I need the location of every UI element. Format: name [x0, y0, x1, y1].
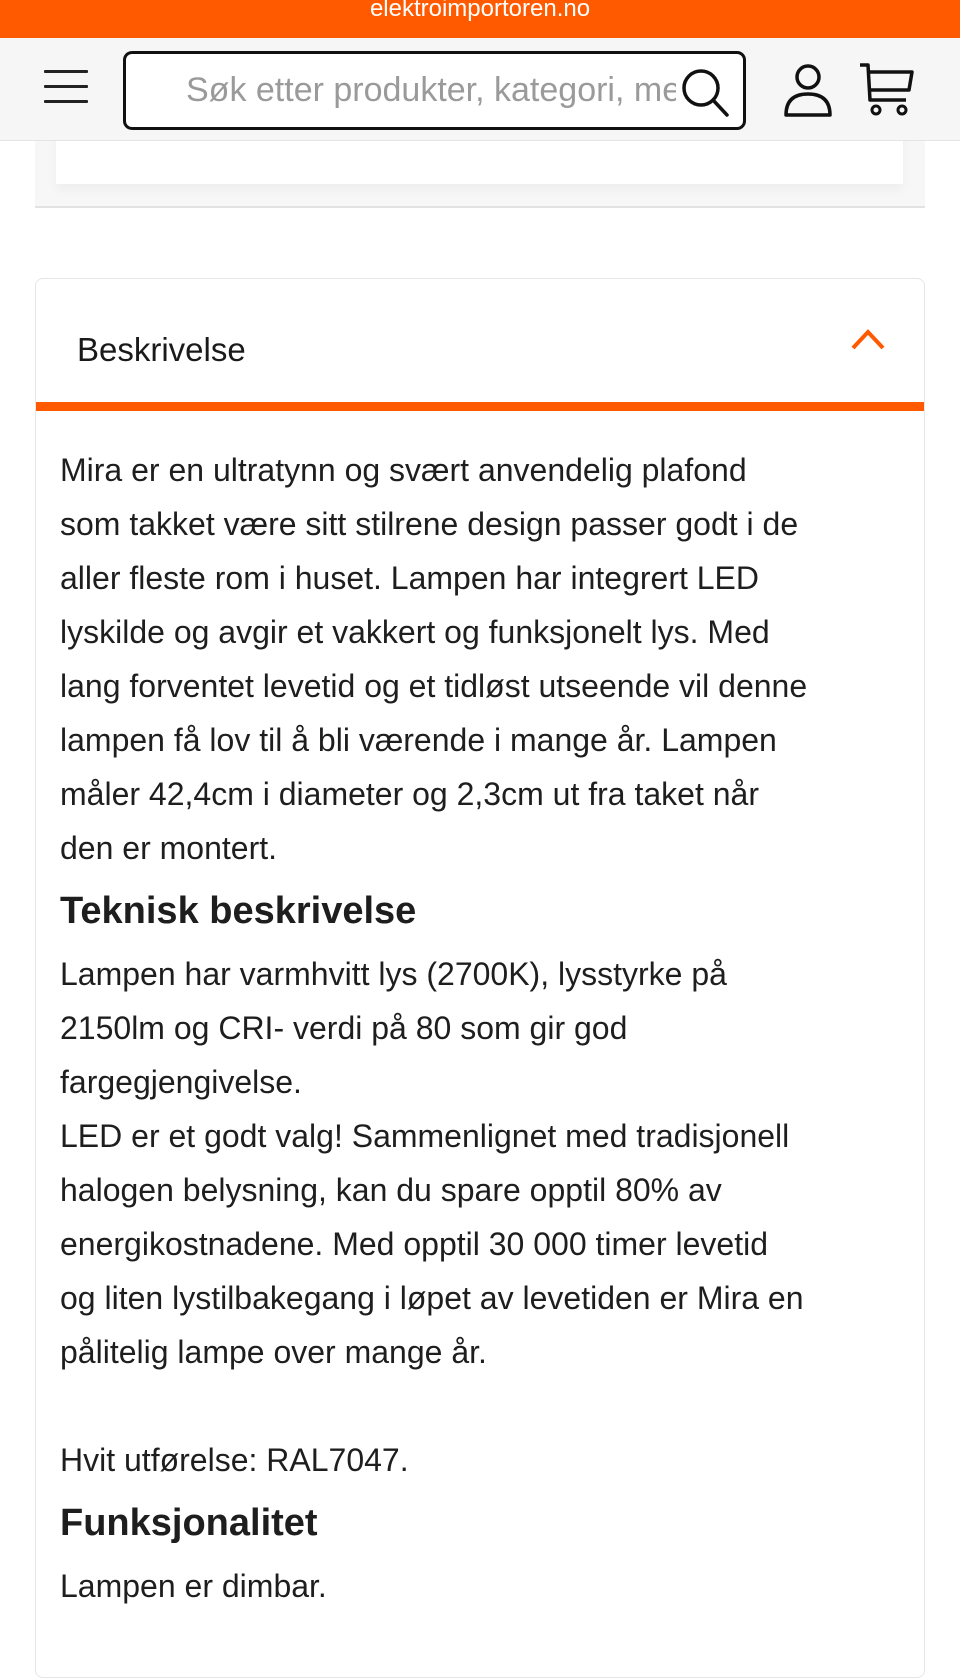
site-header	[0, 38, 960, 141]
technical-heading: Teknisk beskrivelse	[60, 890, 417, 932]
text-line: lyskilde og avgir et vakkert og funksjonelt lys. Med	[60, 614, 770, 650]
text-line: energikostnadene. Med opptil 30 000 timer levetid	[60, 1226, 768, 1262]
functionality-text: Lampen er dimbar.	[60, 1568, 327, 1604]
text-line: lang forventet levetid og et tidløst utseende vil denne	[60, 668, 808, 704]
text-line: måler 42,4cm i diameter og 2,3cm ut fra taket når	[60, 776, 759, 812]
text-line: lampen få lov til å bli værende i mange år. Lampen	[60, 722, 777, 758]
text-line: og liten lystilbakegang i løpet av levetiden er Mira en	[60, 1280, 804, 1316]
text-line: Mira er en ultratynn og svært anvendelig plafond	[60, 452, 747, 488]
text-line: den er montert.	[60, 830, 277, 866]
accordion-header[interactable]	[36, 279, 924, 403]
cart-icon[interactable]	[858, 60, 916, 118]
site-domain: elektroimportoren.no	[369, 0, 591, 22]
site-domain-bar	[0, 0, 960, 38]
accordion-title: Beskrivelse	[77, 331, 246, 368]
intro-paragraph	[60, 443, 920, 875]
description-accordion	[35, 278, 925, 1678]
spacer	[60, 1379, 920, 1433]
text-line: som takket være sitt stilrene design passer godt i de	[60, 506, 799, 542]
technical-paragraph	[60, 947, 920, 1379]
text-line: aller fleste rom i huset. Lampen har integrert LED	[60, 560, 759, 596]
hamburger-icon-line	[44, 85, 88, 88]
text-line: LED er et godt valg! Sammenlignet med tradisjonell	[60, 1118, 790, 1154]
text-line: 2150lm og CRI- verdi på 80 som gir god	[60, 1010, 628, 1046]
description-body	[60, 443, 920, 1613]
text-line: halogen belysning, kan du spare opptil 80% av	[60, 1172, 722, 1208]
accordion-active-bar	[36, 402, 924, 411]
finish-text: Hvit utførelse: RAL7047.	[60, 1442, 409, 1478]
text-line: fargegjengivelse.	[60, 1064, 302, 1100]
search-box	[123, 51, 746, 130]
chevron-up-icon[interactable]	[850, 327, 886, 351]
user-icon[interactable]	[782, 62, 834, 118]
hamburger-icon	[44, 70, 88, 73]
text-line: pålitelig lampe over mange år.	[60, 1334, 487, 1370]
search-input[interactable]	[186, 54, 676, 127]
search-icon[interactable]	[679, 66, 731, 118]
functionality-heading: Funksjonalitet	[60, 1502, 318, 1544]
menu-button[interactable]	[44, 70, 88, 104]
hamburger-icon-line	[44, 100, 88, 103]
text-line: Lampen har varmhvitt lys (2700K), lysstyrke på	[60, 956, 727, 992]
